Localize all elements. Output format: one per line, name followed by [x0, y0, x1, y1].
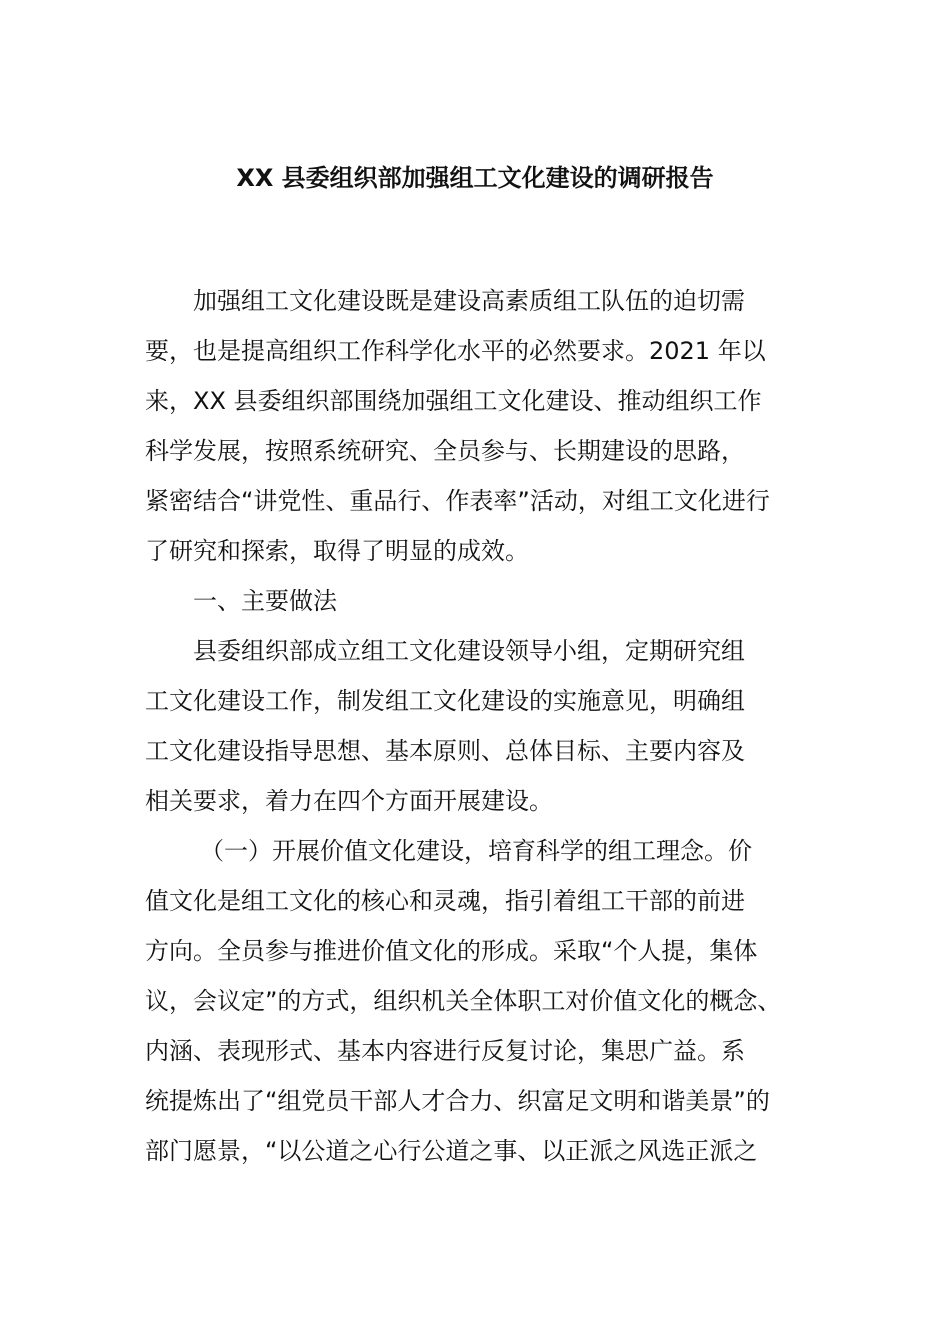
section-heading: 一、主要做法: [193, 587, 337, 615]
paragraph-line: 议，会议定”的方式，组织机关全体职工对价值文化的概念、: [145, 987, 782, 1015]
paragraph-line: 值文化是组工文化的核心和灵魂，指引着组工干部的前进: [145, 887, 745, 915]
paragraph-line: 方向。全员参与推进价值文化的形成。采取“个人提，集体: [145, 937, 758, 965]
paragraph-line: 相关要求，着力在四个方面开展建设。: [145, 787, 553, 815]
paragraph-line: 县委组织部成立组工文化建设领导小组，定期研究组: [193, 637, 745, 665]
paragraph-line: 统提炼出了“组党员干部人才合力、织富足文明和谐美景”的: [145, 1087, 770, 1115]
paragraph-line: 加强组工文化建设既是建设高素质组工队伍的迫切需: [193, 287, 745, 315]
subsection-line: （一）开展价值文化建设，培育科学的组工理念。价: [200, 837, 752, 865]
paragraph-line: 紧密结合“讲党性、重品行、作表率”活动，对组工文化进行: [145, 487, 770, 515]
paragraph-line: 工文化建设指导思想、基本原则、总体目标、主要内容及: [145, 737, 745, 765]
paragraph-line: 内涵、表现形式、基本内容进行反复讨论，集思广益。系: [145, 1037, 745, 1065]
document-title: XX 县委组织部加强组工文化建设的调研报告: [236, 164, 714, 192]
paragraph-line: 来，XX 县委组织部围绕加强组工文化建设、推动组织工作: [145, 387, 762, 415]
paragraph-line: 了研究和探索，取得了明显的成效。: [145, 537, 529, 565]
paragraph-line: 科学发展，按照系统研究、全员参与、长期建设的思路，: [145, 437, 745, 465]
paragraph-line: 要，也是提高组织工作科学化水平的必然要求。2021 年以: [145, 337, 766, 365]
paragraph-line: 工文化建设工作，制发组工文化建设的实施意见，明确组: [145, 687, 745, 715]
paragraph-line: 部门愿景，“以公道之心行公道之事、以正派之风选正派之: [145, 1137, 758, 1165]
